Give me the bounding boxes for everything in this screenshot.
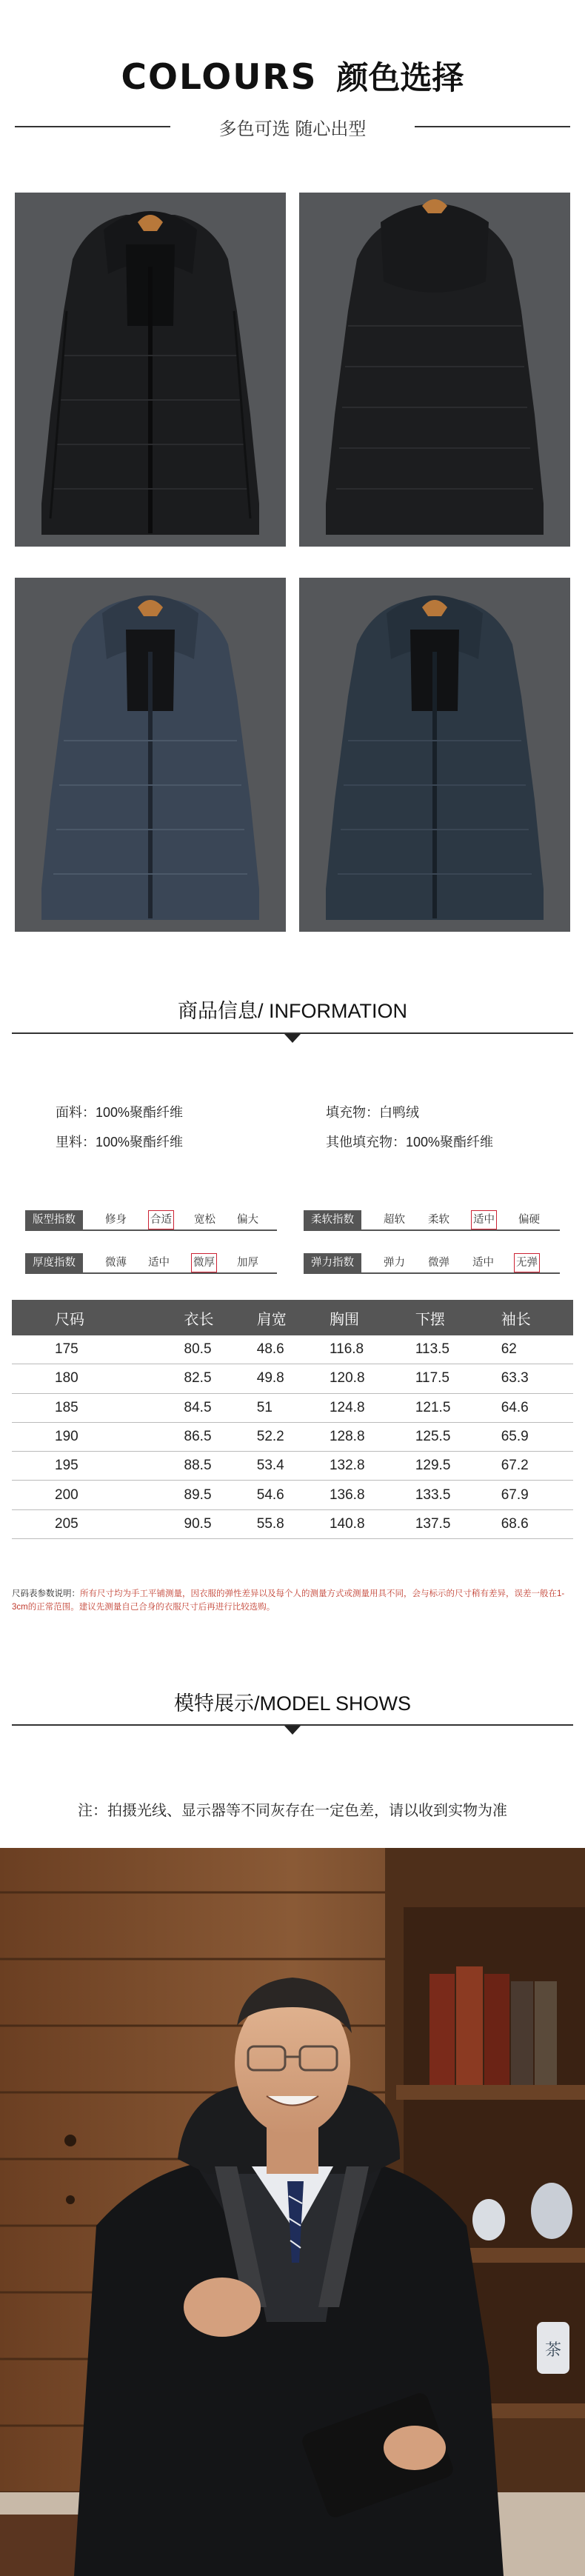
index-option: 宽松 — [194, 1214, 215, 1226]
table-cell: 88.5 — [184, 1452, 256, 1481]
table-cell: 117.5 — [415, 1364, 501, 1393]
index-option-selected: 微厚 — [191, 1253, 217, 1272]
table-row — [12, 1364, 573, 1393]
index-underline-fit — [25, 1229, 277, 1231]
size-table — [12, 1300, 573, 1539]
table-cell: 84.5 — [184, 1393, 256, 1422]
table-cell: 125.5 — [415, 1422, 501, 1451]
table-row — [12, 1393, 573, 1422]
index-option: 适中 — [472, 1257, 494, 1269]
product-photo-black-back — [299, 193, 570, 547]
info-lining: 里料：100%聚酯纤维 — [56, 1135, 184, 1149]
colours-subtitle: 多色可选 随心出型 — [218, 119, 367, 139]
index-underline-elasticity — [304, 1272, 560, 1274]
table-cell: 136.8 — [329, 1481, 415, 1509]
index-option-selected: 无弹 — [514, 1253, 540, 1272]
table-cell: 180 — [12, 1364, 184, 1393]
table-cell: 195 — [12, 1452, 184, 1481]
index-option: 偏硬 — [518, 1214, 540, 1226]
jar-label: 茶 — [544, 2341, 562, 2360]
index-label-fit: 版型指数 — [25, 1210, 83, 1229]
info-other-filling: 其他填充物：100%聚酯纤维 — [326, 1135, 494, 1149]
index-label-softness: 柔软指数 — [304, 1210, 361, 1229]
colours-title-en: COLOURS — [121, 57, 318, 98]
size-note-text: 所有尺寸均为手工平铺测量，因衣服的弹性差异以及每个人的测量方式或测量用具不同，会与标示的尺寸稍有差异，误差一般在1-3cm的正常范围。建议先测量自己合身的衣服尺寸后再进行比较选购。 — [12, 1589, 565, 1612]
index-option: 适中 — [148, 1257, 170, 1269]
table-row — [12, 1452, 573, 1481]
index-option: 修身 — [105, 1214, 127, 1226]
information-arrow-icon — [284, 1034, 301, 1043]
table-cell: 48.6 — [256, 1335, 329, 1364]
col-hem: 下摆 — [415, 1300, 501, 1335]
table-cell: 121.5 — [415, 1393, 501, 1422]
table-cell: 55.8 — [256, 1509, 329, 1538]
product-photo-black-front — [15, 193, 286, 547]
table-cell: 200 — [12, 1481, 184, 1509]
col-chest: 胸围 — [329, 1300, 415, 1335]
model-shows-arrow-icon — [284, 1726, 301, 1735]
table-cell: 52.2 — [256, 1422, 329, 1451]
table-cell: 124.8 — [329, 1393, 415, 1422]
table-cell: 65.9 — [501, 1422, 573, 1451]
table-row — [12, 1481, 573, 1509]
table-cell: 90.5 — [184, 1509, 256, 1538]
information-title: 商品信息/ INFORMATION — [178, 1000, 407, 1022]
table-row — [12, 1422, 573, 1451]
product-photo-darknavy-front — [299, 578, 570, 932]
table-row — [12, 1335, 573, 1364]
index-label-thickness: 厚度指数 — [25, 1253, 83, 1272]
size-note — [12, 1587, 573, 1614]
table-cell: 86.5 — [184, 1422, 256, 1451]
table-cell: 140.8 — [329, 1509, 415, 1538]
index-option: 微薄 — [105, 1257, 127, 1269]
index-underline-thickness — [25, 1272, 277, 1274]
index-label-elasticity: 弹力指数 — [304, 1253, 361, 1272]
index-option-selected: 适中 — [471, 1210, 497, 1229]
table-cell: 67.9 — [501, 1481, 573, 1509]
info-filling: 填充物：白鸭绒 — [326, 1105, 419, 1120]
table-cell: 133.5 — [415, 1481, 501, 1509]
info-fabric: 面料：100%聚酯纤维 — [56, 1105, 184, 1120]
size-table-header — [12, 1300, 573, 1335]
table-cell: 129.5 — [415, 1452, 501, 1481]
table-cell: 89.5 — [184, 1481, 256, 1509]
index-underline-softness — [304, 1229, 560, 1231]
col-sleeve: 袖长 — [501, 1300, 573, 1335]
table-cell: 49.8 — [256, 1364, 329, 1393]
table-row — [12, 1509, 573, 1538]
table-cell: 82.5 — [184, 1364, 256, 1393]
color-difference-notice: 注：拍摄光线、显示器等不同灰存在一定色差，请以收到实物为准 — [78, 1803, 507, 1819]
index-option: 加厚 — [237, 1257, 258, 1269]
table-cell: 113.5 — [415, 1335, 501, 1364]
table-cell: 185 — [12, 1393, 184, 1422]
table-cell: 190 — [12, 1422, 184, 1451]
table-cell: 64.6 — [501, 1393, 573, 1422]
table-cell: 54.6 — [256, 1481, 329, 1509]
index-option: 微弹 — [428, 1257, 449, 1269]
table-cell: 53.4 — [256, 1452, 329, 1481]
table-cell: 175 — [12, 1335, 184, 1364]
table-cell: 68.6 — [501, 1509, 573, 1538]
size-note-label: 尺码表参数说明： — [12, 1589, 80, 1598]
table-cell: 116.8 — [329, 1335, 415, 1364]
model-shows-title: 模特展示/MODEL SHOWS — [173, 1692, 412, 1715]
col-shoulder: 肩宽 — [256, 1300, 329, 1335]
table-cell: 67.2 — [501, 1452, 573, 1481]
table-cell: 128.8 — [329, 1422, 415, 1451]
model-photo — [0, 1848, 585, 2576]
table-cell: 62 — [501, 1335, 573, 1364]
table-cell: 63.3 — [501, 1364, 573, 1393]
index-option-selected: 合适 — [148, 1210, 174, 1229]
index-option: 超软 — [384, 1214, 405, 1226]
table-cell: 51 — [256, 1393, 329, 1422]
table-cell: 132.8 — [329, 1452, 415, 1481]
col-length: 衣长 — [184, 1300, 256, 1335]
table-cell: 205 — [12, 1509, 184, 1538]
table-cell: 80.5 — [184, 1335, 256, 1364]
index-option: 偏大 — [237, 1214, 258, 1226]
product-photo-navy-front — [15, 578, 286, 932]
table-cell: 120.8 — [329, 1364, 415, 1393]
colours-title-cn: 颜色选择 — [336, 60, 464, 97]
table-cell: 137.5 — [415, 1509, 501, 1538]
colours-title — [0, 53, 585, 99]
col-size: 尺码 — [12, 1300, 184, 1335]
index-option: 弹力 — [384, 1257, 405, 1269]
index-option: 柔软 — [428, 1214, 449, 1226]
